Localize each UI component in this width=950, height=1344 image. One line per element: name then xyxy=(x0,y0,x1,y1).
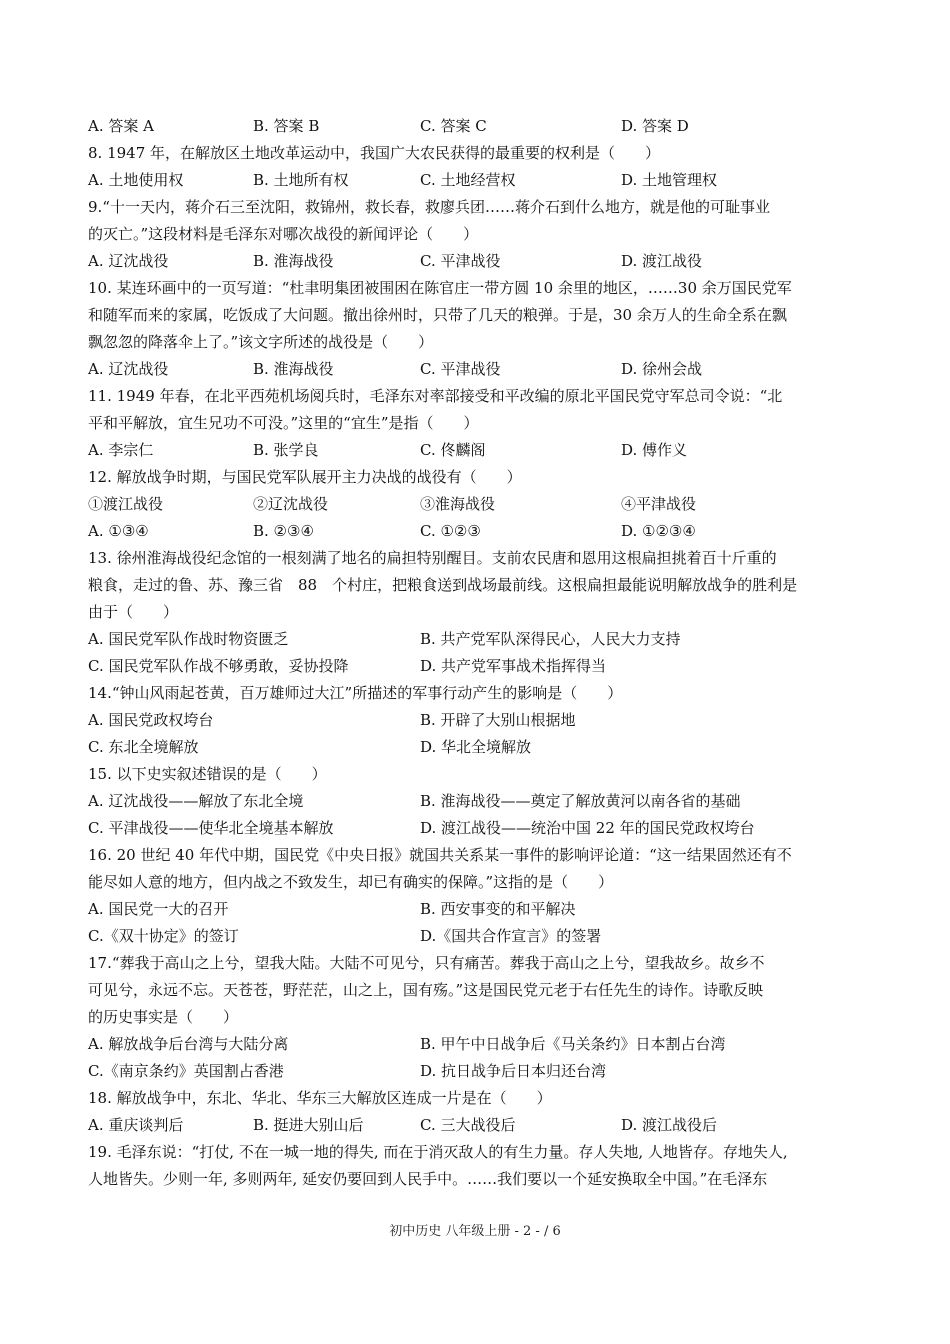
option-a: A. 辽沈战役 xyxy=(88,360,169,378)
q12-stem: 12. 解放战争时期，与国民党军队展开主力决战的战役有（ ） xyxy=(88,468,522,486)
option-c: C. 三大战役后 xyxy=(420,1116,516,1134)
q17-stem-line2: 可见兮，永远不忘。天苍苍，野茫茫，山之上，国有殇。”这是国民党元老于右任先生的诗作。诗歌反映 xyxy=(88,981,764,999)
option-d: D. 土地管理权 xyxy=(621,171,718,189)
q8-stem: 8. 1947 年，在解放区土地改革运动中，我国广大农民获得的最重要的权利是（ ） xyxy=(88,144,661,162)
option-a: A. 重庆谈判后 xyxy=(88,1116,184,1134)
option-b: B. 张学良 xyxy=(253,441,319,459)
option-d: D. ①②③④ xyxy=(621,522,696,540)
option-b: B. 答案 B xyxy=(253,117,320,135)
option-d: D. 徐州会战 xyxy=(621,360,703,378)
option-c: C. 平津战役 xyxy=(420,360,501,378)
option-a: A. 国民党政权垮台 xyxy=(88,711,214,729)
q17-stem-line1: 17.“葬我于高山之上兮，望我大陆。大陆不可见兮，只有痛苦。葬我于高山之上兮，望我故乡。故乡不 xyxy=(88,954,765,972)
option-d: D. 渡江战役——统治中国 22 年的国民党政权垮台 xyxy=(420,819,755,837)
option-b: B. 西安事变的和平解决 xyxy=(420,900,576,918)
option-d: D. 答案 D xyxy=(621,117,689,135)
option-d: D. 渡江战役后 xyxy=(621,1116,718,1134)
q9-stem-line1: 9.“十一天内，蒋介石三至沈阳，救锦州，救长春，救廖兵团……蒋介石到什么地方，就是他的可耻事业 xyxy=(88,198,770,216)
q13-stem-line2: 粮食，走过的鲁、苏、豫三省 88 个村庄，把粮食送到战场最前线。这根扁担最能说明解放战争的胜利是 xyxy=(88,576,798,594)
q19-stem-line1: 19. 毛泽东说：“打仗, 不在一城一地的得失, 而在于消灭敌人的有生力量。存人失地, 人地皆存。存地失人, xyxy=(88,1143,788,1161)
option-d: D. 共产党军事战术指挥得当 xyxy=(420,657,607,675)
q10-stem-line3: 飘忽忽的降落伞上了。”该文字所述的战役是（ ） xyxy=(88,333,434,351)
option-c: C. ①②③ xyxy=(420,522,481,540)
option-c: C.《南京条约》英国割占香港 xyxy=(88,1062,284,1080)
option-d: D. 抗日战争后日本归还台湾 xyxy=(420,1062,607,1080)
option-b: B. 开辟了大别山根据地 xyxy=(420,711,576,729)
item-1: ①渡江战役 xyxy=(88,495,164,513)
item-2: ②辽沈战役 xyxy=(253,495,329,513)
q13-stem-line1: 13. 徐州淮海战役纪念馆的一根刻满了地名的扁担特别醒目。支前农民唐和恩用这根扁担挑着百十斤重的 xyxy=(88,549,777,567)
option-b: B. 共产党军队深得民心，人民大力支持 xyxy=(420,630,681,648)
q10-stem-line1: 10. 某连环画中的一页写道：“杜聿明集团被围困在陈官庄一带方圆 10 余里的地区，……30 余万国民党军 xyxy=(88,279,792,297)
option-a: A. 答案 A xyxy=(88,117,154,135)
option-c: C. 答案 C xyxy=(420,117,487,135)
option-d: D. 渡江战役 xyxy=(621,252,703,270)
option-b: B. 淮海战役 xyxy=(253,360,334,378)
option-d: D.《国共合作宣言》的签署 xyxy=(420,927,602,945)
option-a: A. 国民党一大的召开 xyxy=(88,900,229,918)
q13-stem-line3: 由于（ ） xyxy=(88,603,179,621)
option-a: A. ①③④ xyxy=(88,522,149,540)
option-a: A. 辽沈战役 xyxy=(88,252,169,270)
q18-stem: 18. 解放战争中，东北、华北、华东三大解放区连成一片是在（ ） xyxy=(88,1089,552,1107)
option-a: A. 李宗仁 xyxy=(88,441,154,459)
q19-stem-line2: 人地皆失。少则一年, 多则两年, 延安仍要回到人民手中。……我们要以一个延安换取全中国。”在毛泽东 xyxy=(88,1170,768,1188)
option-b: B. 淮海战役——奠定了解放黄河以南各省的基础 xyxy=(420,792,741,810)
option-d: D. 傅作义 xyxy=(621,441,688,459)
option-b: B. ②③④ xyxy=(253,522,314,540)
option-a: A. 辽沈战役——解放了东北全境 xyxy=(88,792,304,810)
item-4: ④平津战役 xyxy=(621,495,697,513)
q15-stem: 15. 以下史实叙述错误的是（ ） xyxy=(88,765,327,783)
option-a: A. 土地使用权 xyxy=(88,171,184,189)
q9-stem-line2: 的灭亡。”这段材料是毛泽东对哪次战役的新闻评论（ ） xyxy=(88,225,479,243)
option-c: C.《双十协定》的签订 xyxy=(88,927,239,945)
q16-stem-line2: 能尽如人意的地方，但内战之不致发生，却已有确实的保障。”这指的是（ ） xyxy=(88,873,614,891)
option-b: B. 土地所有权 xyxy=(253,171,349,189)
option-b: B. 淮海战役 xyxy=(253,252,334,270)
q17-stem-line3: 的历史事实是（ ） xyxy=(88,1008,239,1026)
option-c: C. 平津战役 xyxy=(420,252,501,270)
option-b: B. 挺进大别山后 xyxy=(253,1116,364,1134)
q14-stem: 14.“钟山风雨起苍黄，百万雄师过大江”所描述的军事行动产生的影响是（ ） xyxy=(88,684,623,702)
page-footer: 初中历史 八年级上册 - 2 - / 6 xyxy=(389,1224,561,1239)
option-c: C. 国民党军队作战不够勇敢，妥协投降 xyxy=(88,657,349,675)
option-b: B. 甲午中日战争后《马关条约》日本割占台湾 xyxy=(420,1035,726,1053)
item-3: ③淮海战役 xyxy=(420,495,496,513)
option-d: D. 华北全境解放 xyxy=(420,738,532,756)
option-a: A. 解放战争后台湾与大陆分离 xyxy=(88,1035,289,1053)
option-c: C. 土地经营权 xyxy=(420,171,516,189)
option-c: C. 佟麟阁 xyxy=(420,441,486,459)
q11-stem-line2: 平和平解放，宜生兄功不可没。”这里的“宜生”是指（ ） xyxy=(88,414,479,432)
option-c: C. 平津战役——使华北全境基本解放 xyxy=(88,819,334,837)
option-a: A. 国民党军队作战时物资匮乏 xyxy=(88,630,289,648)
q16-stem-line1: 16. 20 世纪 40 年代中期，国民党《中央日报》就国共关系某一事件的影响评论道：“这一结果固然还有不 xyxy=(88,846,792,864)
q10-stem-line2: 和随军而来的家属，吃饭成了大问题。撤出徐州时，只带了几天的粮弹。于是，30 余万人的生命全系在飘 xyxy=(88,306,787,324)
option-c: C. 东北全境解放 xyxy=(88,738,199,756)
q11-stem-line1: 11. 1949 年春，在北平西苑机场阅兵时，毛泽东对率部接受和平改编的原北平国民党守军总司令说：“北 xyxy=(88,387,783,405)
